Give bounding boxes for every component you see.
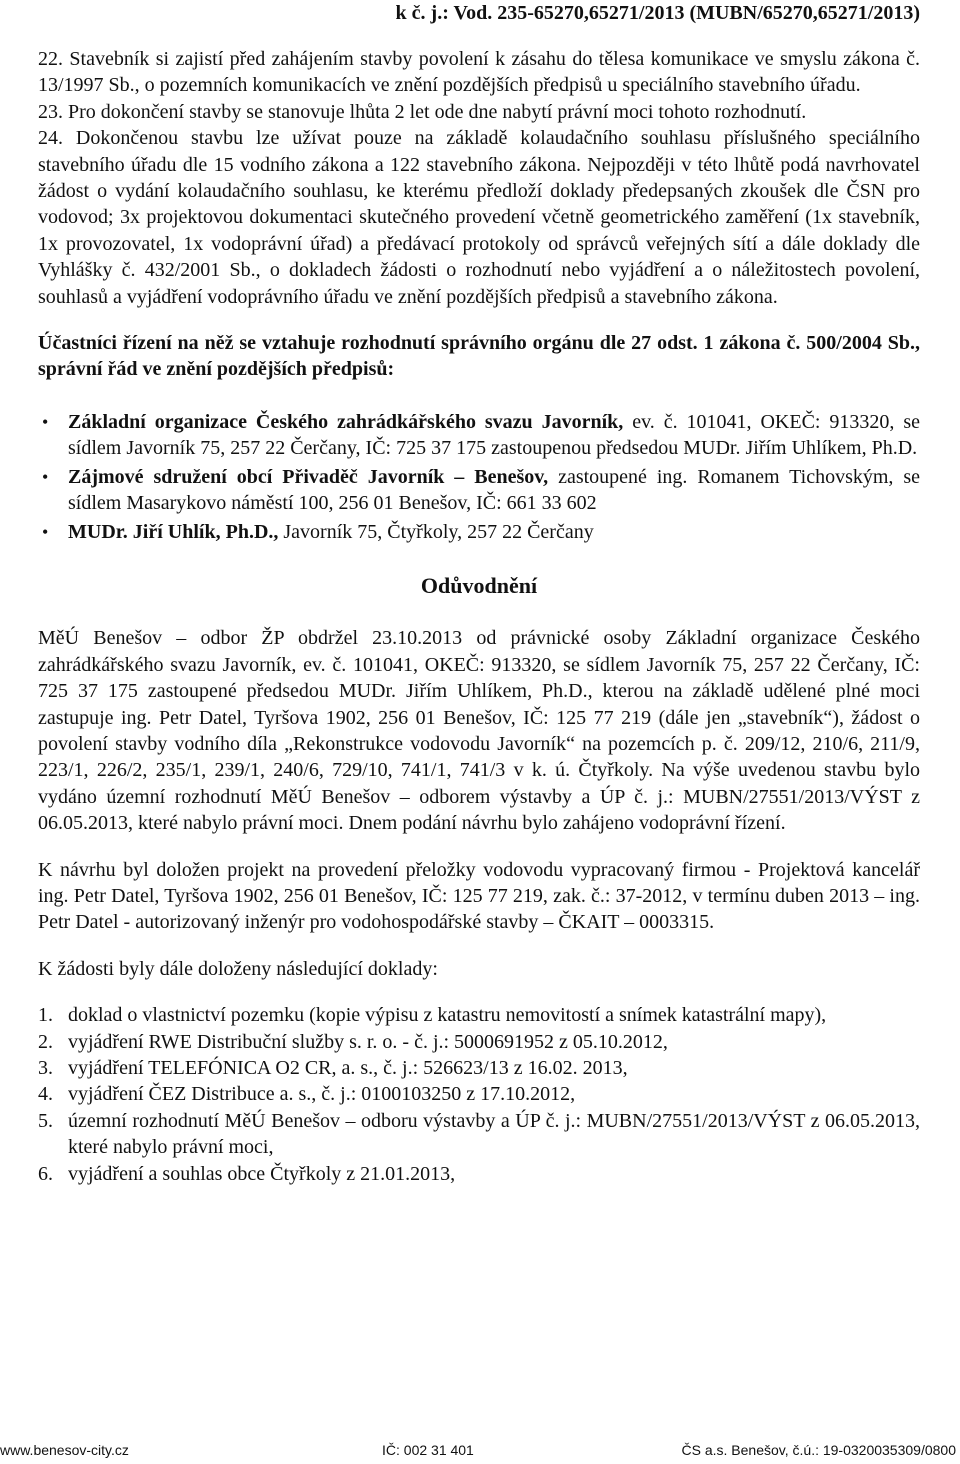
document-item — [38, 1161, 920, 1187]
bullet-icon: • — [42, 411, 49, 432]
document-body — [38, 46, 920, 1187]
condition-23: 23. Pro dokončení stavby se stanovuje lhůta 2 let ode dne nabytí právní moci tohoto rozhodnutí. — [38, 100, 807, 123]
condition-24: 24. Dokončenou stavbu lze užívat pouze na základě kolaudačního souhlasu příslušného speciálního stavebního úřadu dle 15 vodního zákona a 122 stavebního zákona. Nejpozději v této lhůtě podá navrhovatel žádost o vydání kolaudačního souhlasu, ke kterému předloží doklady předepsaných zkoušek dle ČSN pro vodovod; 3x projektovou dokumentaci skutečného provedení včetně geometrického zaměření (1x stavebník, 1x provozovatel, 1x vodoprávní úřad) a předávací protokoly od správců veřejných sítí a dále doklady dle Vyhlášky č. 432/2001 Sb., o dokladech žádosti o rozhodnutí nebo vyjádření a o náležitostech povolení, souhlasů a vyjádření vodoprávního úřadu ve znění pozdějších předpisů a stavebního zákona. — [38, 127, 920, 308]
document-item — [38, 1029, 920, 1055]
document-text: územní rozhodnutí MěÚ Benešov – odboru výstavby a ÚP č. j.: MUBN/27551/2013/VÝST z 06.05.2013, které nabylo právní moci, — [68, 1109, 920, 1159]
list-number: 6. — [38, 1162, 53, 1185]
list-number: 1. — [38, 1004, 53, 1027]
documents-list — [38, 1002, 920, 1187]
page-footer — [0, 1440, 960, 1462]
bullet-icon: • — [42, 521, 49, 542]
reasoning-heading: Odůvodnění — [420, 572, 538, 598]
footer-website-link[interactable]: www.benesov-city.cz — [0, 1442, 129, 1458]
participant-name: MUDr. Jiří Uhlík, Ph.D., — [68, 520, 279, 543]
list-number: 2. — [38, 1030, 53, 1053]
bullet-icon: • — [42, 466, 49, 487]
document-item — [38, 1002, 920, 1028]
document-item — [38, 1108, 920, 1161]
list-number: 5. — [38, 1109, 53, 1132]
list-number: 3. — [38, 1057, 53, 1079]
reference-number: k č. j.: Vod. 235-65270,65271/2013 (MUBN/65270,65271/2013) — [395, 2, 920, 24]
participant-details: ev. č. 101041, OKEČ: 913320, se sídlem Javorník 75, 257 22 Čerčany, IČ: 725 37 175 zastoupenou předsedou MUDr. Jiřím Uhlíkem, Ph.D. — [68, 410, 920, 460]
participants-list — [38, 409, 920, 545]
reasoning-paragraph-3: K žádosti byly dále doloženy následující doklady: — [38, 957, 438, 980]
participant-details: zastoupené ing. Romanem Tichovským, se sídlem Masarykovo náměstí 100, 256 01 Benešov, IČ: 661 33 602 — [68, 465, 920, 515]
reasoning-paragraph-1: MěÚ Benešov – odbor ŽP obdržel 23.10.2013 od právnické osoby Základní organizace Českého zahrádkářského svazu Javorník, ev. č. 101041, OKEČ: 913320, se sídlem Javorník 75, 257 22 Čerčany, IČ: 725 37 175 zastoupené předsedou MUDr. Jiřím Uhlíkem, Ph.D., kterou na základě udělené plné moci zastupuje ing. Petr Datel, Tyršova 1902, 256 01 Benešov, IČ: 125 77 219 (dále jen „stavebník“), žádost o povolení stavby vodního díla „Rekonstrukce vodovodu Javorník“ na pozemcích p. č. 209/12, 210/6, 211/9, 223/1, 226/2, 235/1, 239/1, 240/6, 729/10, 741/1, 741/3 v k. ú. Čtyřkoly. Na výše uvedenou stavbu bylo vydáno územní rozhodnutí MěÚ Benešov – odborem výstavby a ÚP č. j.: MUBN/27551/2013/VÝST z 06.05.2013, které nabylo právní moci. Dnem podání návrhu bylo zahájeno vodoprávní řízení. — [38, 627, 920, 835]
list-number: 4. — [38, 1083, 53, 1106]
participant-item — [38, 464, 920, 517]
footer-bank-account: ČS a.s. Benešov, č.ú.: 19-0320035309/0800 — [681, 1442, 956, 1458]
document-text: vyjádření a souhlas obce Čtyřkoly z 21.01.2013, — [68, 1162, 456, 1185]
participant-name: Zájmové sdružení obcí Přivaděč Javorník – Benešov, — [68, 465, 549, 488]
participant-item — [38, 519, 920, 545]
document-text: vyjádření ČEZ Distribuce a. s., č. j.: 0100103250 z 17.10.2012, — [68, 1083, 576, 1106]
document-item — [38, 1081, 920, 1107]
document-text: doklad o vlastnictví pozemku (kopie výpisu z katastru nemovitostí a snímek katastrální mapy), — [68, 1004, 827, 1027]
participant-item — [38, 409, 920, 462]
document-text: vyjádření RWE Distribuční služby s. r. o. - č. j.: 5000691952 z 05.10.2012, — [68, 1030, 668, 1053]
reasoning-paragraph-2: K návrhu byl doložen projekt na provedení přeložky vodovodu vypracovaný firmou - Projektová kancelář ing. Petr Datel, Tyršova 1902, 256 01 Benešov, IČ: 125 77 219, zak. č.: 37-2012, v termínu duben 2013 – ing. Petr Datel - autorizovaný inženýr pro vodohospodářské stavby – ČKAIT – 0003315. — [38, 858, 920, 934]
participant-details: Javorník 75, Čtyřkoly, 257 22 Čerčany — [278, 520, 594, 543]
condition-22: 22. Stavebník si zajistí před zahájením stavby povolení k zásahu do tělesa komunikace ve smyslu zákona č. 13/1997 Sb., o pozemních komunikacích ve znění pozdějších předpisů u speciálního stavebního úřadu. — [38, 48, 920, 97]
participants-title: Účastníci řízení na něž se vztahuje rozhodnutí správního orgánu dle 27 odst. 1 zákona č. 500/2004 Sb., správní řád ve znění pozdějších předpisů: — [38, 332, 920, 381]
footer-company-id: IČ: 002 31 401 — [382, 1442, 474, 1458]
document-text: vyjádření TELEFÓNICA O2 CR, a. s., č. j.: 526623/13 z 16.02. 2013, — [68, 1057, 628, 1079]
participant-name: Základní organizace Českého zahrádkářského svazu Javorník, — [68, 410, 624, 433]
document-item — [38, 1055, 920, 1081]
